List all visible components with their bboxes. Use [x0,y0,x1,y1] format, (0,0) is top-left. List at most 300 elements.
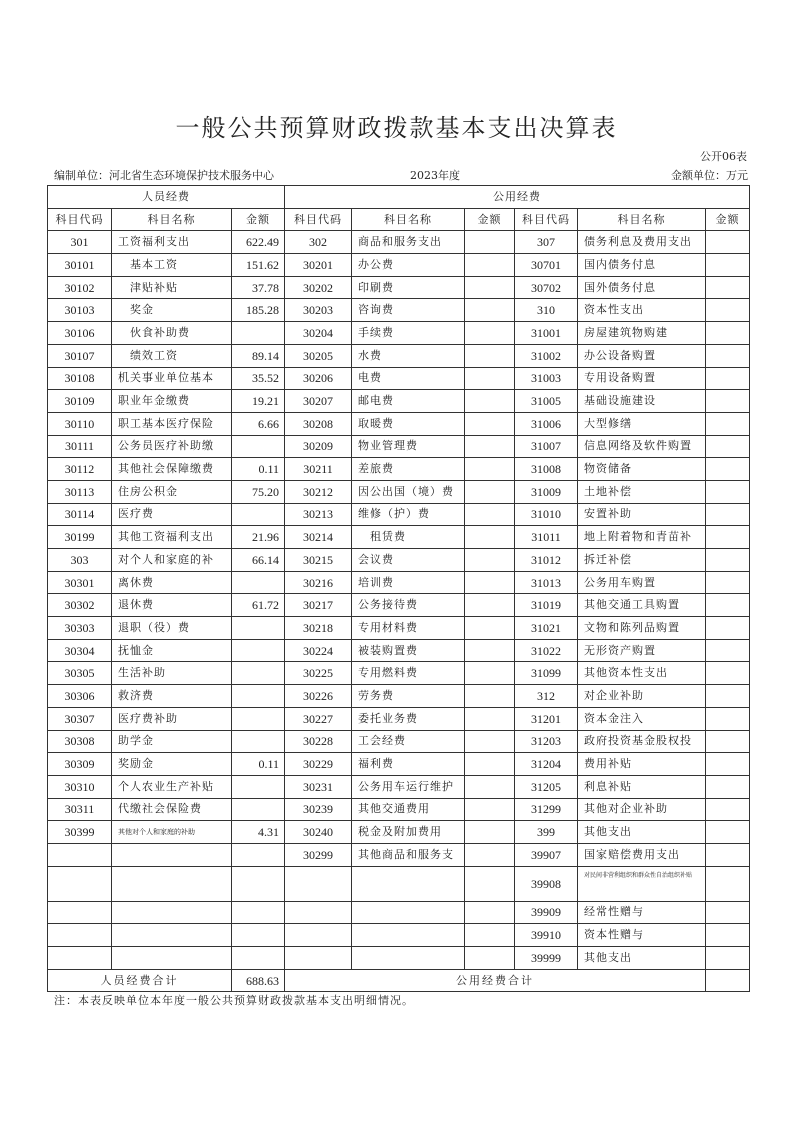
money-unit: 金额单位：万元 [671,169,748,182]
personnel-amount: 622.49 [232,231,285,254]
public-amount [465,549,515,572]
public-code: 31204 [515,753,578,776]
empty-cell [48,866,112,901]
public-amount [465,412,515,435]
public-name: 其他支出 [578,821,706,844]
public-name: 工会经费 [352,730,465,753]
personnel-name: 职业年金缴费 [112,390,232,413]
personnel-code: 30108 [48,367,112,390]
empty-cell [112,843,232,866]
public-name: 租赁费 [352,526,465,549]
personnel-name: 职工基本医疗保险 [112,412,232,435]
personnel-name: 伙食补助费 [112,322,232,345]
public-amount [706,866,750,901]
public-amount [706,458,750,481]
table-row [48,344,750,367]
table-row [48,685,750,708]
public-amount [465,322,515,345]
personnel-name: 其他工资福利支出 [112,526,232,549]
personnel-name: 抚恤金 [112,639,232,662]
public-name: 其他商品和服务支 [352,843,465,866]
public-name: 专用燃料费 [352,662,465,685]
public-name: 专用材料费 [352,617,465,640]
public-code: 30226 [285,685,352,708]
table-row [48,707,750,730]
public-amount [706,480,750,503]
personnel-code: 30112 [48,458,112,481]
table-row [48,480,750,503]
public-amount [465,662,515,685]
public-name: 基础设施建设 [578,390,706,413]
personnel-name: 生活补助 [112,662,232,685]
public-code: 30217 [285,594,352,617]
public-code: 30201 [285,254,352,277]
table-row [48,322,750,345]
personnel-name: 公务员医疗补助缴 [112,435,232,458]
public-code: 30202 [285,276,352,299]
public-code: 31001 [515,322,578,345]
personnel-code: 30111 [48,435,112,458]
public-code: 31005 [515,390,578,413]
public-amount [706,344,750,367]
col-header-amount: 金额 [465,208,515,231]
public-code: 30227 [285,707,352,730]
public-amount [465,730,515,753]
public-total-amount [706,969,750,992]
public-name: 公务用车购置 [578,571,706,594]
public-code: 30214 [285,526,352,549]
personnel-code: 30113 [48,480,112,503]
empty-cell [232,866,285,901]
table-row [48,901,750,924]
personnel-code: 303 [48,549,112,572]
personnel-amount: 185.28 [232,299,285,322]
personnel-amount: 21.96 [232,526,285,549]
personnel-amount [232,685,285,708]
public-amount [706,276,750,299]
public-code: 39908 [515,866,578,901]
table-row [48,549,750,572]
personnel-name: 救济费 [112,685,232,708]
public-name: 因公出国（境）费 [352,480,465,503]
public-name: 文物和陈列品购置 [578,617,706,640]
personnel-total-label: 人员经费合计 [48,969,232,992]
public-amount [706,526,750,549]
public-code: 30216 [285,571,352,594]
personnel-name: 住房公积金 [112,480,232,503]
empty-cell [232,947,285,970]
public-code: 30224 [285,639,352,662]
empty-cell [285,901,352,924]
public-amount [706,571,750,594]
col-header-amount: 金额 [232,208,285,231]
empty-cell [465,901,515,924]
public-code: 31011 [515,526,578,549]
table-row [48,412,750,435]
public-name: 对企业补助 [578,685,706,708]
table-row [48,924,750,947]
column-header-row [48,208,750,231]
public-name: 政府投资基金股权投 [578,730,706,753]
public-amount [706,947,750,970]
public-amount [706,412,750,435]
empty-cell [112,947,232,970]
public-name: 资本性支出 [578,299,706,322]
table-row [48,821,750,844]
public-name: 办公费 [352,254,465,277]
table-row [48,435,750,458]
personnel-amount: 37.78 [232,276,285,299]
public-code: 30203 [285,299,352,322]
public-name: 其他支出 [578,947,706,970]
table-row [48,254,750,277]
section-personnel: 人员经费 [48,186,285,209]
public-name: 手续费 [352,322,465,345]
public-name: 维修（护）费 [352,503,465,526]
empty-cell [352,947,465,970]
table-row [48,798,750,821]
personnel-name: 奖励金 [112,753,232,776]
public-amount [465,344,515,367]
personnel-amount [232,662,285,685]
public-amount [706,843,750,866]
public-amount [465,254,515,277]
public-amount [706,617,750,640]
public-name: 对民间非营利组织和群众性自治组织补贴 [578,866,706,901]
personnel-code: 30309 [48,753,112,776]
public-code: 31019 [515,594,578,617]
public-name: 专用设备购置 [578,367,706,390]
public-code: 39999 [515,947,578,970]
public-name: 办公设备购置 [578,344,706,367]
public-amount [465,775,515,798]
personnel-name: 机关事业单位基本 [112,367,232,390]
personnel-code: 30304 [48,639,112,662]
public-name: 其他对企业补助 [578,798,706,821]
personnel-code: 30109 [48,390,112,413]
public-amount [465,390,515,413]
personnel-code: 30101 [48,254,112,277]
personnel-amount: 75.20 [232,480,285,503]
empty-cell [352,901,465,924]
section-header-row [48,186,750,209]
public-name: 房屋建筑物购建 [578,322,706,345]
empty-cell [48,924,112,947]
public-code: 30228 [285,730,352,753]
empty-cell [465,924,515,947]
public-code: 31022 [515,639,578,662]
public-code: 30231 [285,775,352,798]
public-total-label: 公用经费合计 [285,969,706,992]
table-row [48,617,750,640]
personnel-amount: 0.11 [232,753,285,776]
empty-cell [465,947,515,970]
personnel-amount [232,617,285,640]
public-code: 31203 [515,730,578,753]
personnel-name: 基本工资 [112,254,232,277]
public-code: 31021 [515,617,578,640]
public-code: 302 [285,231,352,254]
public-name: 其他交通费用 [352,798,465,821]
public-code: 30213 [285,503,352,526]
personnel-amount [232,435,285,458]
public-name: 公务用车运行维护 [352,775,465,798]
report-meta [54,167,748,183]
totals-row [48,969,750,992]
public-code: 31003 [515,367,578,390]
public-amount [706,924,750,947]
compiling-unit: 编制单位：河北省生态环境保护技术服务中心 [54,169,274,182]
personnel-amount: 151.62 [232,254,285,277]
table-row [48,730,750,753]
public-code: 30701 [515,254,578,277]
public-amount [706,639,750,662]
personnel-total-amount: 688.63 [232,969,285,992]
public-name: 水费 [352,344,465,367]
public-code: 312 [515,685,578,708]
col-header-code: 科目代码 [48,208,112,231]
empty-cell [352,866,465,901]
personnel-amount [232,639,285,662]
personnel-amount [232,775,285,798]
personnel-code: 30102 [48,276,112,299]
personnel-amount: 19.21 [232,390,285,413]
public-code: 30299 [285,843,352,866]
personnel-name: 助学金 [112,730,232,753]
public-code: 30205 [285,344,352,367]
personnel-code: 30305 [48,662,112,685]
public-name: 物资储备 [578,458,706,481]
personnel-code: 30103 [48,299,112,322]
personnel-name: 对个人和家庭的补 [112,549,232,572]
public-name: 被装购置费 [352,639,465,662]
public-name: 税金及附加费用 [352,821,465,844]
col-header-code: 科目代码 [285,208,352,231]
personnel-code: 30301 [48,571,112,594]
public-name: 利息补贴 [578,775,706,798]
public-name: 咨询费 [352,299,465,322]
public-amount [706,730,750,753]
public-name: 地上附着物和青苗补 [578,526,706,549]
public-amount [465,617,515,640]
public-code: 31012 [515,549,578,572]
personnel-code: 30307 [48,707,112,730]
public-code: 30240 [285,821,352,844]
personnel-code: 30302 [48,594,112,617]
public-code: 310 [515,299,578,322]
empty-cell [112,866,232,901]
public-code: 39909 [515,901,578,924]
table-row [48,458,750,481]
personnel-name: 其他社会保障缴费 [112,458,232,481]
public-code: 30702 [515,276,578,299]
col-header-name: 科目名称 [578,208,706,231]
public-code: 399 [515,821,578,844]
public-code: 30208 [285,412,352,435]
public-amount [706,503,750,526]
empty-cell [48,947,112,970]
public-amount [465,594,515,617]
public-code: 31299 [515,798,578,821]
personnel-amount: 35.52 [232,367,285,390]
public-name: 土地补偿 [578,480,706,503]
table-row [48,299,750,322]
public-amount [706,367,750,390]
public-name: 取暖费 [352,412,465,435]
public-amount [706,753,750,776]
public-name: 国外债务付息 [578,276,706,299]
public-name: 费用补贴 [578,753,706,776]
table-row [48,866,750,901]
public-amount [465,299,515,322]
public-name: 劳务费 [352,685,465,708]
public-amount [706,901,750,924]
public-amount [706,231,750,254]
personnel-code: 30106 [48,322,112,345]
personnel-code: 30308 [48,730,112,753]
section-public: 公用经费 [285,186,750,209]
personnel-name: 个人农业生产补贴 [112,775,232,798]
col-header-code: 科目代码 [515,208,578,231]
public-code: 30206 [285,367,352,390]
public-amount [706,322,750,345]
personnel-name: 退休费 [112,594,232,617]
public-name: 印刷费 [352,276,465,299]
public-amount [706,549,750,572]
public-name: 其他资本性支出 [578,662,706,685]
personnel-name: 代缴社会保险费 [112,798,232,821]
personnel-amount: 66.14 [232,549,285,572]
footnote: 注：本表反映单位本年度一般公共预算财政拨款基本支出明细情况。 [54,994,414,1007]
personnel-code: 301 [48,231,112,254]
public-code: 31099 [515,662,578,685]
public-name: 差旅费 [352,458,465,481]
table-row [48,571,750,594]
table-row [48,594,750,617]
public-amount [465,843,515,866]
empty-cell [285,924,352,947]
public-name: 国家赔偿费用支出 [578,843,706,866]
public-name: 委托业务费 [352,707,465,730]
public-amount [465,367,515,390]
public-code: 30207 [285,390,352,413]
public-code: 30218 [285,617,352,640]
public-code: 39907 [515,843,578,866]
public-amount [706,685,750,708]
public-amount [706,798,750,821]
public-amount [465,798,515,821]
personnel-name: 退职（役）费 [112,617,232,640]
public-code: 31002 [515,344,578,367]
public-name: 国内债务付息 [578,254,706,277]
public-name: 商品和服务支出 [352,231,465,254]
empty-cell [285,866,352,901]
empty-cell [232,843,285,866]
table-row [48,390,750,413]
public-amount [465,707,515,730]
col-header-amount: 金额 [706,208,750,231]
personnel-code: 30306 [48,685,112,708]
empty-cell [232,901,285,924]
public-amount [465,639,515,662]
public-name: 会议费 [352,549,465,572]
public-name: 培训费 [352,571,465,594]
personnel-code: 30311 [48,798,112,821]
public-amount [465,526,515,549]
personnel-name: 医疗费 [112,503,232,526]
public-name: 安置补助 [578,503,706,526]
personnel-amount: 61.72 [232,594,285,617]
table-row [48,526,750,549]
personnel-name: 奖金 [112,299,232,322]
public-amount [465,821,515,844]
public-name: 资本性赠与 [578,924,706,947]
personnel-name: 离休费 [112,571,232,594]
public-amount [706,775,750,798]
public-amount [706,594,750,617]
table-row [48,843,750,866]
public-code: 31007 [515,435,578,458]
public-code: 30204 [285,322,352,345]
personnel-amount [232,730,285,753]
public-name: 邮电费 [352,390,465,413]
public-code: 307 [515,231,578,254]
personnel-name: 其他对个人和家庭的补助 [112,821,232,844]
empty-cell [112,901,232,924]
public-name: 信息网络及软件购置 [578,435,706,458]
public-amount [706,254,750,277]
public-code: 31205 [515,775,578,798]
table-row [48,662,750,685]
personnel-code: 30107 [48,344,112,367]
public-name: 经常性赠与 [578,901,706,924]
public-name: 拆迁补偿 [578,549,706,572]
personnel-code: 30199 [48,526,112,549]
public-code: 31201 [515,707,578,730]
report-title: 一般公共预算财政拨款基本支出决算表 [175,114,618,142]
form-number: 公开06表 [700,150,747,163]
public-code: 30225 [285,662,352,685]
personnel-amount: 4.31 [232,821,285,844]
personnel-amount [232,798,285,821]
empty-cell [48,901,112,924]
table-row [48,503,750,526]
public-name: 资本金注入 [578,707,706,730]
public-amount [465,503,515,526]
public-name: 电费 [352,367,465,390]
public-name: 大型修缮 [578,412,706,435]
public-name: 福利费 [352,753,465,776]
public-amount [706,435,750,458]
table-row [48,947,750,970]
public-amount [706,390,750,413]
personnel-code: 30310 [48,775,112,798]
public-amount [706,662,750,685]
personnel-amount: 89.14 [232,344,285,367]
public-amount [465,753,515,776]
personnel-name: 工资福利支出 [112,231,232,254]
public-amount [465,480,515,503]
public-name: 债务利息及费用支出 [578,231,706,254]
empty-cell [232,924,285,947]
public-code: 30229 [285,753,352,776]
public-amount [465,458,515,481]
public-name: 公务接待费 [352,594,465,617]
public-code: 31008 [515,458,578,481]
personnel-amount: 0.11 [232,458,285,481]
public-amount [465,685,515,708]
empty-cell [48,843,112,866]
